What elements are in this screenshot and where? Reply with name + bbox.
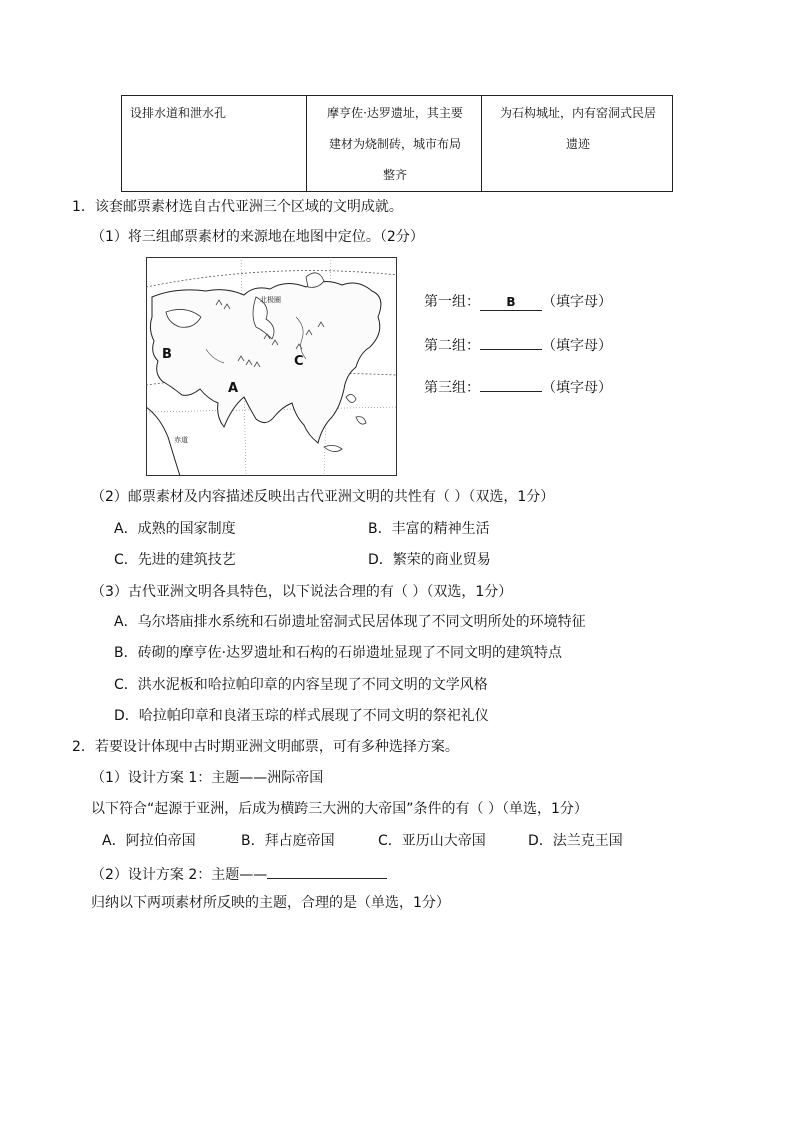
theme-blank[interactable]	[267, 862, 387, 879]
sub2-option-c[interactable]: C．先进的建筑技艺	[114, 552, 236, 568]
question-2-stem: 2．若要设计体现中古时期亚洲文明邮票，可有多种选择方案。	[72, 739, 459, 755]
table-row	[122, 96, 673, 192]
question-2-plan1-question: 以下符合“起源于亚洲，后成为横跨三大洲的大帝国”条件的有（ ）（单选，1分）	[91, 801, 588, 817]
sub2-option-b[interactable]: B．丰富的精神生活	[368, 521, 490, 537]
answer-blank-group-2[interactable]	[480, 333, 542, 350]
table-cell-shimao	[482, 96, 673, 192]
sub3-option-d[interactable]: D．哈拉帕印章和良渚玉琮的样式展现了不同文明的祭祀礼仪	[114, 708, 489, 724]
answer-blank-group-1[interactable]: B	[480, 294, 542, 311]
asia-map	[146, 257, 397, 476]
sub3-option-a[interactable]: A．乌尔塔庙排水系统和石峁遗址窑洞式民居体现了不同文明所处的环境特征	[114, 614, 586, 630]
materials-table	[121, 95, 673, 192]
plan1-option-a[interactable]: A．阿拉伯帝国	[102, 833, 196, 849]
cell-line: 整齐	[382, 168, 407, 182]
sub2-option-a[interactable]: A．成熟的国家制度	[114, 521, 236, 537]
question-2-plan2-question: 归纳以下两项素材所反映的主题，合理的是（单选，1分）	[91, 895, 450, 911]
question-1-sub2: （2）邮票素材及内容描述反映出古代亚洲文明的共性有（ ）（双选，1分）	[91, 489, 555, 505]
question-1-sub1: （1）将三组邮票素材的来源地在地图中定位。（2分）	[91, 229, 424, 245]
table-cell-drainage: 设排水道和泄水孔	[122, 96, 307, 192]
cell-line: 摩亨佐·达罗遗址，其主要	[327, 106, 463, 120]
sub3-option-c[interactable]: C．洪水泥板和哈拉帕印章的内容呈现了不同文明的文学风格	[114, 677, 488, 693]
fill-row-group-2: 第二组： （填字母）	[424, 333, 612, 355]
cell-line: 遗迹	[565, 137, 590, 151]
question-1-stem: 1．该套邮票素材选自古代亚洲三个区域的文明成就。	[72, 199, 403, 215]
fill-row-group-3: 第三组： （填字母）	[424, 375, 612, 397]
plan1-option-d[interactable]: D．法兰克王国	[528, 833, 623, 849]
plan1-option-b[interactable]: B．拜占庭帝国	[241, 833, 335, 849]
question-1-sub3: （3）古代亚洲文明各具特色，以下说法合理的有（ ）（双选，1分）	[91, 584, 513, 600]
map-label-b: B	[162, 347, 172, 362]
cell-line: 为石构城址，内有窑洞式民居	[499, 106, 656, 120]
plan1-option-c[interactable]: C．亚历山大帝国	[378, 833, 486, 849]
cell-line: 建材为烧制砖，城市布局	[328, 137, 461, 151]
answer-blank-group-3[interactable]	[480, 375, 542, 392]
fill-row-group-1: 第一组： B （填字母）	[424, 294, 612, 310]
map-label-a: A	[228, 381, 239, 396]
map-label-c: C	[294, 354, 304, 369]
map-label-arctic-circle: 北极圈	[260, 296, 281, 304]
question-2-plan1: （1）设计方案 1：主题——洲际帝国	[91, 770, 324, 786]
question-2-plan2: （2）设计方案 2：主题——	[91, 862, 387, 885]
table-cell-mohenjo-daro	[307, 96, 482, 192]
sub3-option-b[interactable]: B．砖砌的摩亨佐·达罗遗址和石构的石峁遗址显现了不同文明的建筑特点	[114, 645, 563, 661]
map-label-equator: 赤道	[174, 436, 188, 444]
sub2-option-d[interactable]: D．繁荣的商业贸易	[368, 552, 491, 568]
